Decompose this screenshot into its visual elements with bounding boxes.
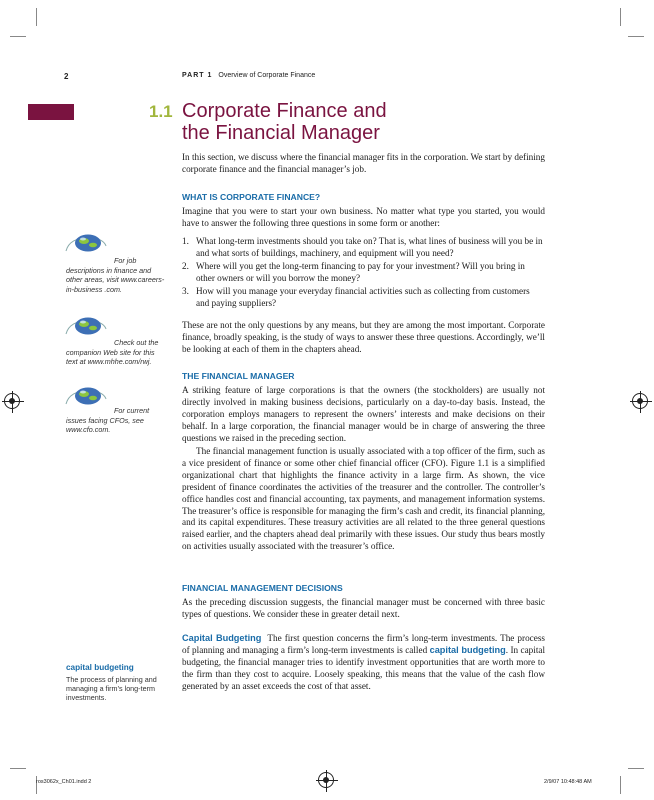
list-number: 1. <box>182 236 189 246</box>
section-number: 1.1 <box>149 102 173 121</box>
capital-budgeting-text-2: . In capital budgeting, the financial manager tries to identify investment opportunities that are worth more to the firm than they cost to acquire. Loosely speaking, this means that the value of the cash flow generated by an asset exceeds the cost of that asset. <box>182 644 545 691</box>
page-number: 2 <box>64 72 69 81</box>
crop-mark <box>628 36 644 37</box>
web-note-cfo <box>66 406 166 435</box>
list-item <box>182 236 545 260</box>
crop-mark <box>620 8 621 26</box>
crop-mark <box>628 768 644 769</box>
margin-definition-text: The process of planning and managing a firm’s long-term investments. <box>66 675 157 703</box>
section-title <box>182 100 482 144</box>
list-item <box>182 286 545 310</box>
section-intro: In this section, we discuss where the financial manager fits in the corporation. We start by defining corporate finance and the financial manager’s job. <box>182 152 545 174</box>
web-globe-icon <box>64 385 108 407</box>
section-title-line-1: Corporate Finance and <box>182 100 387 122</box>
part-label: PART 1 <box>182 72 213 79</box>
part-title: Overview of Corporate Finance <box>218 72 316 79</box>
web-globe-icon <box>64 315 108 337</box>
list-item <box>182 261 545 285</box>
paragraph-financial-manager-2: The financial management function is usually associated with a top officer of the firm, such as a vice president of finance or some other chief financial officer (CFO). Figure 1.1 is a simplified organizational chart that highlights the finance activity in a large firm. As shown, the vice president of finance coordinates the activities of the treasurer and the controller. The controller’s office handles cost and financial accounting, tax payments, and management information systems. The treasurer’s office is responsible for managing the firm’s cash and credit, its financial planning, and its capital expenditures. These treasury activities are all related to the three general questions raised earlier, and the chapters ahead deal primarily with these issues. Our study thus bears mostly on activities usually associated with the treasurer’s office. <box>182 446 545 552</box>
heading-what-is-corporate-finance: WHAT IS CORPORATE FINANCE? <box>182 192 321 202</box>
margin-definition-term: capital budgeting <box>66 663 134 672</box>
list-number: 2. <box>182 260 189 271</box>
capital-budgeting-run-in-head: Capital Budgeting <box>182 633 262 643</box>
web-note-first-line: Check out the <box>114 338 159 347</box>
list-text: How will you manage your everyday financial activities such as collecting from customers and paying suppliers? <box>196 285 530 308</box>
web-note-text: companion Web site for this text at www.mhhe.com/rwj. <box>66 347 155 367</box>
web-note-companion-site <box>66 338 166 367</box>
list-text: What long-term investments should you take on? That is, what lines of business will you be in and what sorts of buildings, machinery, and equipment will you need? <box>196 236 543 258</box>
crop-mark <box>620 776 621 794</box>
heading-financial-manager: THE FINANCIAL MANAGER <box>182 371 295 381</box>
heading-financial-management-decisions: FINANCIAL MANAGEMENT DECISIONS <box>182 583 343 593</box>
list-text: Where will you get the long-term financing to pay for your investment? Will you bring in other owners or will you borrow the money? <box>196 260 525 283</box>
paragraph-what-is-intro: Imagine that you were to start your own business. No matter what type you started, you would have to answer the following three questions in some form or another: <box>182 206 545 228</box>
paragraph-decisions-intro: As the preceding discussion suggests, the financial manager must be concerned with three basic types of questions. We consider these in greater detail next. <box>182 597 545 619</box>
registration-mark-icon <box>318 772 334 788</box>
web-note-careers <box>66 256 166 294</box>
crop-mark <box>10 36 26 37</box>
crop-mark <box>10 768 26 769</box>
crop-mark <box>36 8 37 26</box>
paragraph-financial-manager-1: A striking feature of large corporations is that the owners (the stockholders) are usually not directly involved in making business decisions, particularly on a day-to-day basis. Instead, the corporation employs managers to represent the owners’ interests and make decisions on their behalf. In a large corporation, the financial manager would be in charge of answering the three questions we raised in the preceding section. <box>182 385 545 443</box>
footer-timestamp: 2/9/07 10:48:48 AM <box>544 779 592 785</box>
running-header <box>182 72 315 79</box>
registration-mark-icon <box>4 393 20 409</box>
web-note-first-line: For current <box>114 406 150 415</box>
capital-budgeting-text-1: The first question concerns the firm’s long-term investments. The process of planning and managing a firm’s long-term investments is called <box>182 633 545 655</box>
capital-budgeting-key-term: capital budgeting <box>429 644 506 655</box>
list-number: 3. <box>182 285 189 296</box>
web-note-first-line: For job <box>114 256 137 265</box>
paragraph-what-is-after: These are not the only questions by any means, but they are among the most important. Corporate finance, broadly speaking, is the study of ways to answer these three questions. Accordingly, we’ll be looking at each of them in the chapters ahead. <box>182 320 545 354</box>
web-globe-icon <box>64 232 108 254</box>
section-accent-bar <box>28 104 74 120</box>
registration-mark-icon <box>632 393 648 409</box>
web-note-text: descriptions in finance and other areas, visit www.careers-in-business .com. <box>66 265 165 294</box>
questions-list <box>182 236 545 310</box>
section-title-line-2: the Financial Manager <box>182 122 380 144</box>
paragraph-capital-budgeting <box>182 633 545 693</box>
web-note-text: issues facing CFOs, see www.cfo.com. <box>66 415 144 435</box>
footer-file-name: ros3062x_Ch01.indd 2 <box>36 779 92 785</box>
